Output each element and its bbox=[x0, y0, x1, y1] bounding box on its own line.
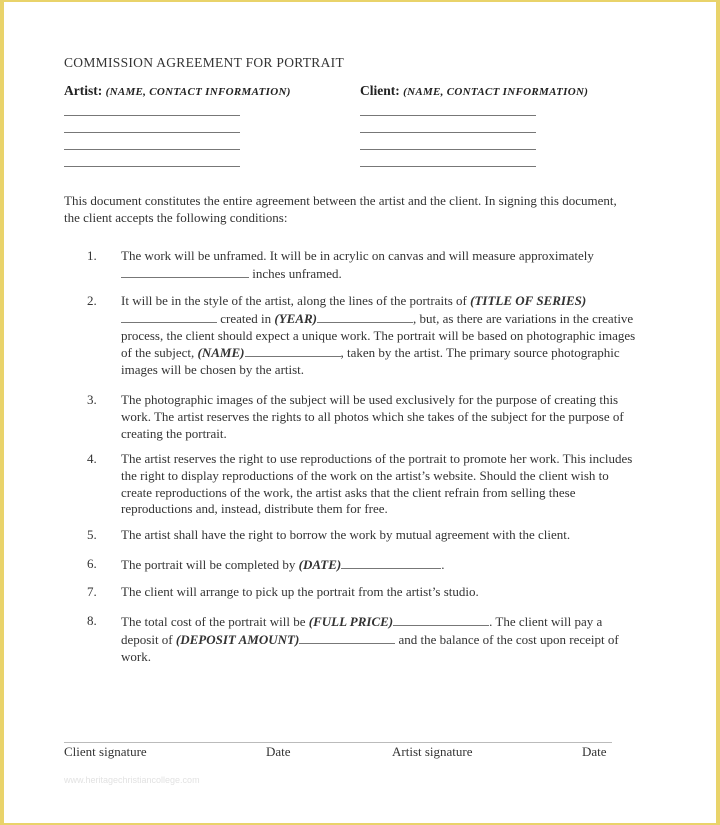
year-blank[interactable] bbox=[317, 310, 413, 323]
condition-text: The portrait will be completed by bbox=[121, 557, 296, 572]
condition-7 bbox=[87, 584, 641, 601]
condition-text: The total cost of the portrait will be bbox=[121, 614, 306, 629]
condition-text: inches unframed. bbox=[252, 265, 342, 281]
condition-text: The photographic images of the subject will be used exclusively for the purpose of creating this work. The artist reserves the rights to all photos which she takes of the subject for the purpose of creating the portrait. bbox=[121, 392, 624, 441]
intro-paragraph: This document constitutes the entire agreement between the artist and the client. In signing this document, the client accepts the following conditions: bbox=[64, 193, 617, 225]
condition-text: The artist shall have the right to borrow the work by mutual agreement with the client. bbox=[121, 527, 571, 542]
condition-8 bbox=[87, 613, 641, 665]
condition-text: . The client will pay a deposit of bbox=[121, 614, 603, 647]
condition-number: 1. bbox=[87, 248, 97, 263]
series-title-placeholder: (TITLE OF SERIES) bbox=[470, 293, 587, 308]
dimensions-blank[interactable] bbox=[121, 265, 249, 278]
condition-1 bbox=[87, 248, 641, 283]
artist-signature-label: Artist signature bbox=[392, 744, 473, 759]
date-placeholder: (DATE) bbox=[298, 557, 342, 572]
condition-text: The work will be unframed. It will be in acrylic on canvas and will measure approximately bbox=[121, 248, 594, 263]
client-label: Client: bbox=[360, 83, 400, 98]
condition-6 bbox=[87, 556, 641, 574]
deposit-amount-blank[interactable] bbox=[299, 631, 395, 644]
condition-text: The artist reserves the right to use reproductions of the portrait to promote her work. This includes the right to display reproductions of the work on the artist’s website. Should the client wish to create reproductions of the work, the artist asks that the client refrain from selling these reproductions and, instead, distribute them for free. bbox=[121, 451, 633, 517]
condition-text: and the balance of the cost upon receipt of work. bbox=[121, 631, 619, 664]
client-info-line[interactable] bbox=[360, 149, 536, 150]
year-placeholder: (YEAR) bbox=[274, 310, 318, 326]
condition-text: The client will arrange to pick up the portrait from the artist’s studio. bbox=[121, 584, 479, 599]
condition-2 bbox=[87, 293, 641, 379]
subject-name-blank[interactable] bbox=[245, 344, 341, 357]
artist-date-label: Date bbox=[582, 744, 607, 759]
subject-name-placeholder: (NAME) bbox=[197, 345, 245, 361]
client-info-line[interactable] bbox=[360, 166, 536, 167]
full-price-placeholder: (FULL PRICE) bbox=[308, 614, 394, 629]
document-title: COMMISSION AGREEMENT FOR PORTRAIT bbox=[64, 55, 344, 70]
condition-text: . bbox=[441, 557, 445, 572]
artist-info-line[interactable] bbox=[64, 132, 240, 133]
full-price-blank[interactable] bbox=[393, 613, 489, 626]
condition-text: , taken by the artist. The primary source photographic images will be chosen by the artist. bbox=[121, 345, 620, 378]
condition-3 bbox=[87, 392, 641, 442]
condition-4 bbox=[87, 451, 641, 518]
artist-label: Artist: bbox=[64, 83, 103, 98]
series-title-blank[interactable] bbox=[121, 310, 217, 323]
client-info-lines bbox=[360, 115, 536, 183]
condition-text: It will be in the style of the artist, along the lines of the portraits of bbox=[121, 293, 467, 308]
condition-text: , but, as there are variations in the creative process, the client should expect a unique work. The portrait will be based on photographic images of the subject, bbox=[121, 310, 636, 361]
condition-number: 4. bbox=[87, 451, 97, 466]
client-heading bbox=[360, 83, 588, 99]
condition-number: 6. bbox=[87, 556, 97, 571]
condition-number: 7. bbox=[87, 584, 97, 599]
client-signature-label: Client signature bbox=[64, 744, 147, 759]
artist-heading bbox=[64, 83, 291, 99]
condition-number: 8. bbox=[87, 613, 97, 628]
document-page bbox=[4, 2, 716, 823]
client-info-line[interactable] bbox=[360, 115, 536, 116]
client-date-label: Date bbox=[266, 744, 291, 759]
artist-info-line[interactable] bbox=[64, 149, 240, 150]
signature-line[interactable] bbox=[64, 742, 612, 743]
condition-number: 2. bbox=[87, 293, 97, 308]
watermark: www.heritagechristiancollege.com bbox=[64, 775, 200, 785]
deposit-amount-placeholder: (DEPOSIT AMOUNT) bbox=[175, 631, 300, 647]
artist-info-line[interactable] bbox=[64, 166, 240, 167]
condition-number: 5. bbox=[87, 527, 97, 542]
condition-5 bbox=[87, 527, 641, 544]
completion-date-blank[interactable] bbox=[341, 556, 441, 569]
artist-placeholder: (NAME, CONTACT INFORMATION) bbox=[105, 86, 291, 98]
condition-text: created in bbox=[220, 310, 272, 326]
client-info-line[interactable] bbox=[360, 132, 536, 133]
client-placeholder: (NAME, CONTACT INFORMATION) bbox=[403, 86, 589, 98]
condition-number: 3. bbox=[87, 392, 97, 407]
artist-info-line[interactable] bbox=[64, 115, 240, 116]
artist-info-lines bbox=[64, 115, 240, 183]
